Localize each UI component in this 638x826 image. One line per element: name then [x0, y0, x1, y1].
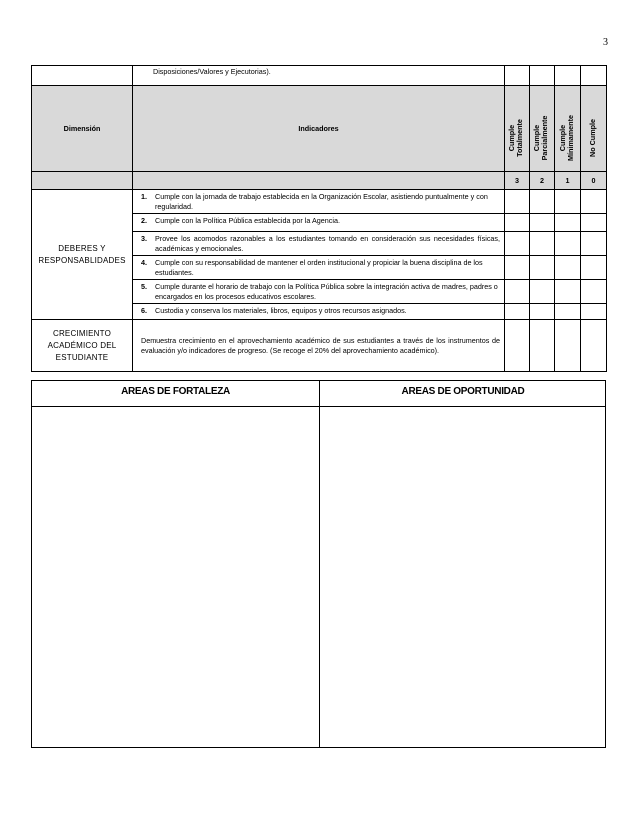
page-number: 3 [603, 37, 608, 48]
indicator-number: 1. [141, 192, 147, 201]
rating-cell[interactable] [530, 320, 555, 372]
rating-cell[interactable] [555, 256, 581, 280]
rating-cell[interactable] [505, 232, 530, 256]
rating-cell[interactable] [505, 304, 530, 320]
rating-header-parcialmente: Cumple Parcialmente [530, 86, 555, 172]
header-row [32, 86, 607, 172]
score-0: 0 [581, 172, 607, 190]
rating-cell[interactable] [505, 190, 530, 214]
rating-cell[interactable] [530, 190, 555, 214]
dimension-header: Dimensión [32, 86, 133, 172]
rating-cell[interactable] [581, 190, 607, 214]
score-2: 2 [530, 172, 555, 190]
continuation-text: Disposiciones/Valores y Ejecutorias). [153, 67, 271, 76]
indicator-text: Cumple con la jornada de trabajo establecida en la Organización Escolar, asistiendo puntualmente y con regularidad. [155, 192, 488, 211]
rating-cell[interactable] [581, 320, 607, 372]
rating-cell[interactable] [555, 304, 581, 320]
strengths-area[interactable] [32, 407, 319, 747]
rating-cell[interactable] [555, 214, 581, 232]
opportunities-area[interactable] [320, 407, 606, 747]
indicator-number: 4. [141, 258, 147, 267]
rating-cell[interactable] [581, 280, 607, 304]
dimension-crecimiento: CRECIMIENTO ACADÉMICO DEL ESTUDIANTE [32, 320, 133, 372]
score-row [32, 172, 607, 190]
rating-cell[interactable] [505, 320, 530, 372]
rating-cell[interactable] [530, 232, 555, 256]
rating-cell[interactable] [581, 304, 607, 320]
indicator-text: Demuestra crecimiento en el aprovechamiento académico de sus estudiantes a través de los instrumentos de evaluación y/o indicadores de progreso. (Se recoge el 20% del aprovechamiento académico). [141, 335, 500, 355]
strengths-title: AREAS DE FORTALEZA [121, 386, 230, 397]
indicators-header: Indicadores [133, 86, 505, 172]
rating-header-no-cumple: No Cumple [581, 86, 607, 172]
rating-cell[interactable] [530, 256, 555, 280]
opportunities-title: AREAS DE OPORTUNIDAD [401, 386, 525, 397]
rating-cell[interactable] [530, 280, 555, 304]
indicator-number: 2. [141, 216, 147, 225]
rating-cell[interactable] [555, 320, 581, 372]
rating-cell[interactable] [505, 280, 530, 304]
indicator-number: 6. [141, 306, 147, 315]
indicator-text: Cumple con su responsabilidad de mantener el orden institucional y propiciar la buena disciplina de los estudiantes. [155, 258, 483, 277]
indicator-text: Provee los acomodos razonables a los estudiantes tomando en consideración sus necesidades físicas, académicas y emocionales. [155, 234, 500, 253]
rating-cell[interactable] [555, 280, 581, 304]
evaluation-table [31, 65, 607, 372]
continuation-dimension-cell [32, 66, 133, 86]
rating-cell[interactable] [505, 214, 530, 232]
rating-cell[interactable] [530, 214, 555, 232]
score-3: 3 [505, 172, 530, 190]
indicator-number: 5. [141, 282, 147, 291]
indicator-text: Custodia y conserva los materiales, libros, equipos y otros recursos asignados. [155, 306, 407, 315]
rating-header-totalmente: Cumple Totalmente [505, 86, 530, 172]
indicator-text: Cumple durante el horario de trabajo con la Política Pública sobre la integración activa de madres, padres o encargados en los procesos educativos escolares. [155, 282, 498, 301]
indicator-number: 3. [141, 234, 147, 243]
areas-box [31, 380, 606, 748]
rating-cell[interactable] [530, 304, 555, 320]
rating-cell[interactable] [555, 66, 581, 86]
indicator-row [32, 190, 607, 214]
indicator-row [32, 320, 607, 372]
rating-cell[interactable] [581, 256, 607, 280]
rating-cell[interactable] [581, 214, 607, 232]
rating-header-minimamente: Cumple Mínimamente [555, 86, 581, 172]
rating-cell[interactable] [505, 256, 530, 280]
rating-cell[interactable] [581, 232, 607, 256]
indicator-text: Cumple con la Política Pública establecida por la Agencia. [155, 216, 340, 225]
score-1: 1 [555, 172, 581, 190]
dimension-deberes: DEBERES Y RESPONSABLIDADES [32, 190, 133, 320]
rating-cell[interactable] [555, 232, 581, 256]
rating-cell[interactable] [581, 66, 607, 86]
continuation-row [32, 66, 607, 86]
rating-cell[interactable] [505, 66, 530, 86]
rating-cell[interactable] [555, 190, 581, 214]
rating-cell[interactable] [530, 66, 555, 86]
